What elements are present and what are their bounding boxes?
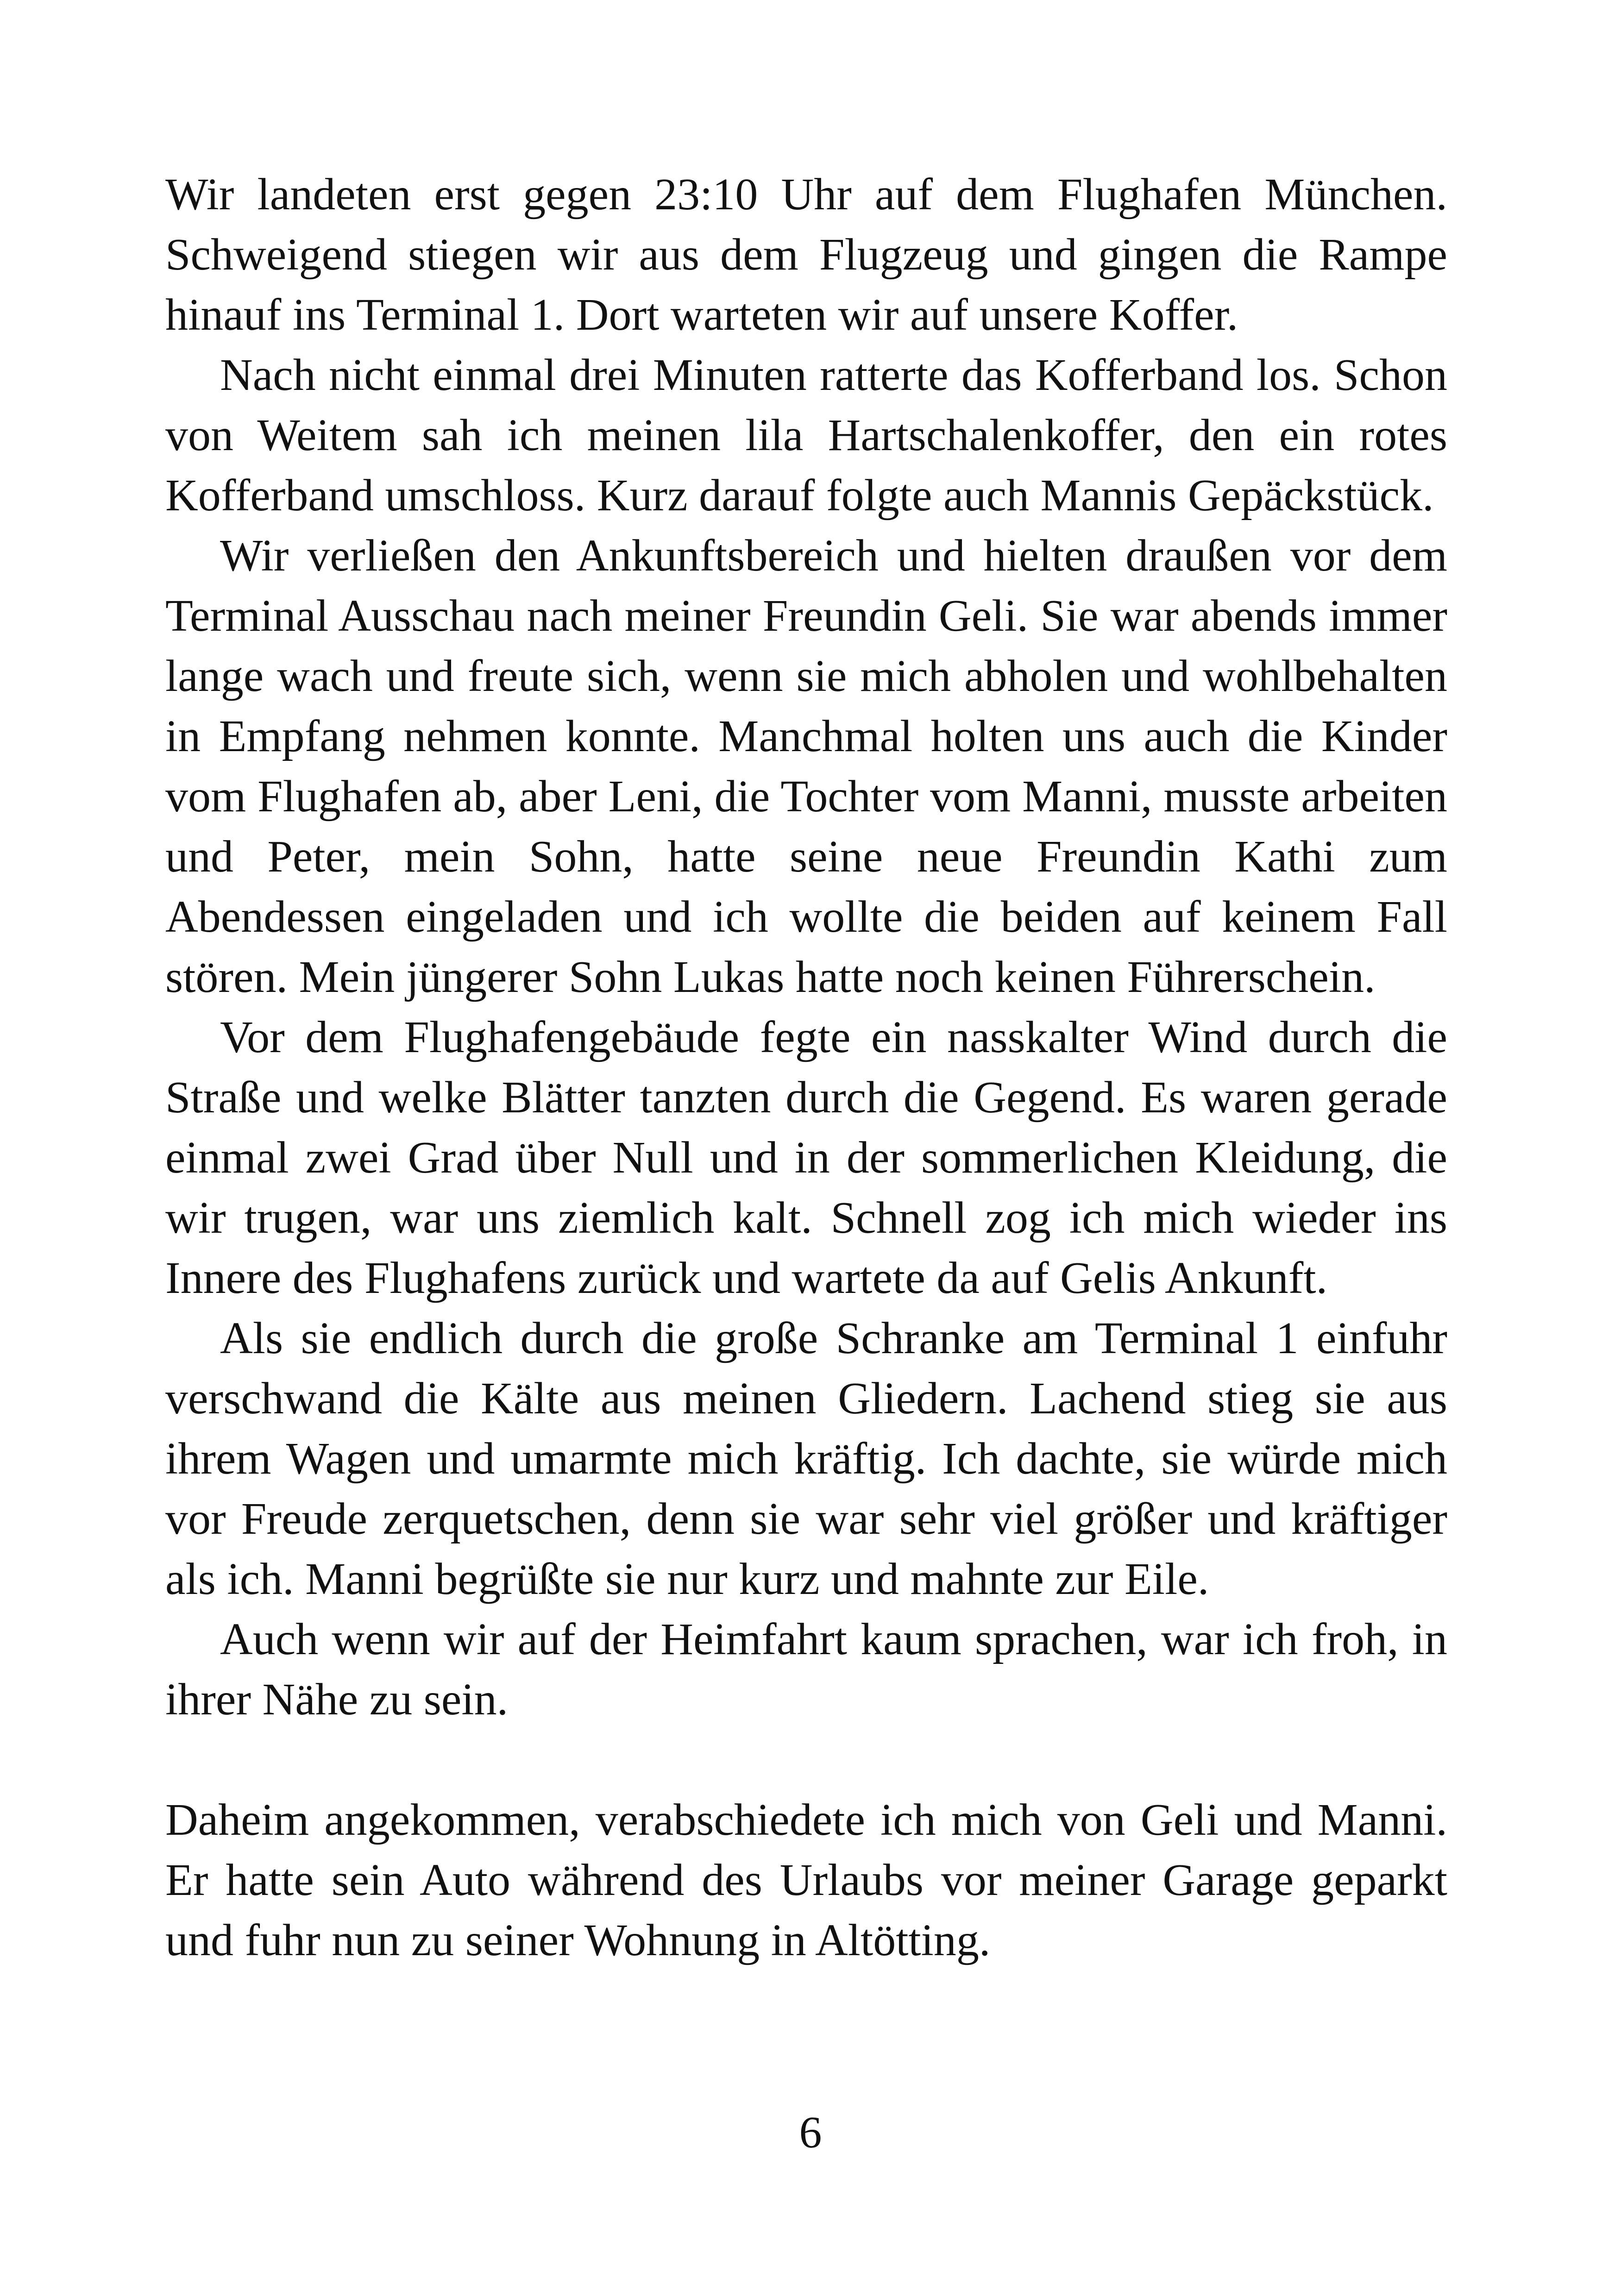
paragraph-5: Als sie endlich durch die große Schranke am Terminal 1 einfuhr verschwand die Kälte aus meinen Gliedern. Lachend stieg sie aus ihrem Wagen und umarmte mich kräftig. Ich dachte, sie würde mich vor Freude zerquetschen, denn sie war sehr viel größer und kräftiger als ich. Manni begrüßte sie nur kurz und mahnte zur Eile. <box>165 1313 1447 1604</box>
paragraph-2: Nach nicht einmal drei Minuten ratterte das Kofferband los. Schon von Weitem sah ich meinen lila Hartschalenkoffer, den ein rotes Kofferband umschloss. Kurz darauf folgte auch Mannis Gepäckstück. <box>165 350 1447 521</box>
paragraph-3: Wir verließen den Ankunftsbereich und hielten draußen vor dem Terminal Ausschau nach meiner Freundin Geli. Sie war abends immer lange wach und freute sich, wenn sie mich abholen und wohlbehalten in Empfang nehmen konnte. Manchmal holten uns auch die Kinder vom Flughafen ab, aber Leni, die Tochter vom Manni, musste arbeiten und Peter, mein Sohn, hatte seine neue Freundin Kathi zum Abendessen eingeladen und ich wollte die beiden auf keinem Fall stören. Mein jüngerer Sohn Lukas hatte noch keinen Führerschein. <box>165 531 1447 1002</box>
paragraph-7: Daheim angekommen, verabschiedete ich mich von Geli und Manni. Er hatte sein Auto während des Urlaubs vor meiner Garage geparkt und fuhr nun zu seiner Wohnung in Altötting. <box>165 1795 1447 1965</box>
body-text <box>165 164 1447 1970</box>
paragraph-1: Wir landeten erst gegen 23:10 Uhr auf dem Flughafen München. Schweigend stiegen wir aus dem Flugzeug und gingen die Rampe hinauf ins Terminal 1. Dort warteten wir auf unsere Koffer. <box>165 169 1447 340</box>
page-number: 6 <box>799 2108 822 2158</box>
paragraph-4: Vor dem Flughafengebäude fegte ein nasskalter Wind durch die Straße und welke Blätter tanzten durch die Gegend. Es waren gerade einmal zwei Grad über Null und in der sommerlichen Kleidung, die wir trugen, war uns ziemlich kalt. Schnell zog ich mich wieder ins Innere des Flughafens zurück und wartete da auf Gelis Ankunft. <box>165 1012 1447 1303</box>
section-break <box>165 1730 1447 1790</box>
paragraph-6: Auch wenn wir auf der Heimfahrt kaum sprachen, war ich froh, in ihrer Nähe zu sein. <box>165 1614 1447 1725</box>
